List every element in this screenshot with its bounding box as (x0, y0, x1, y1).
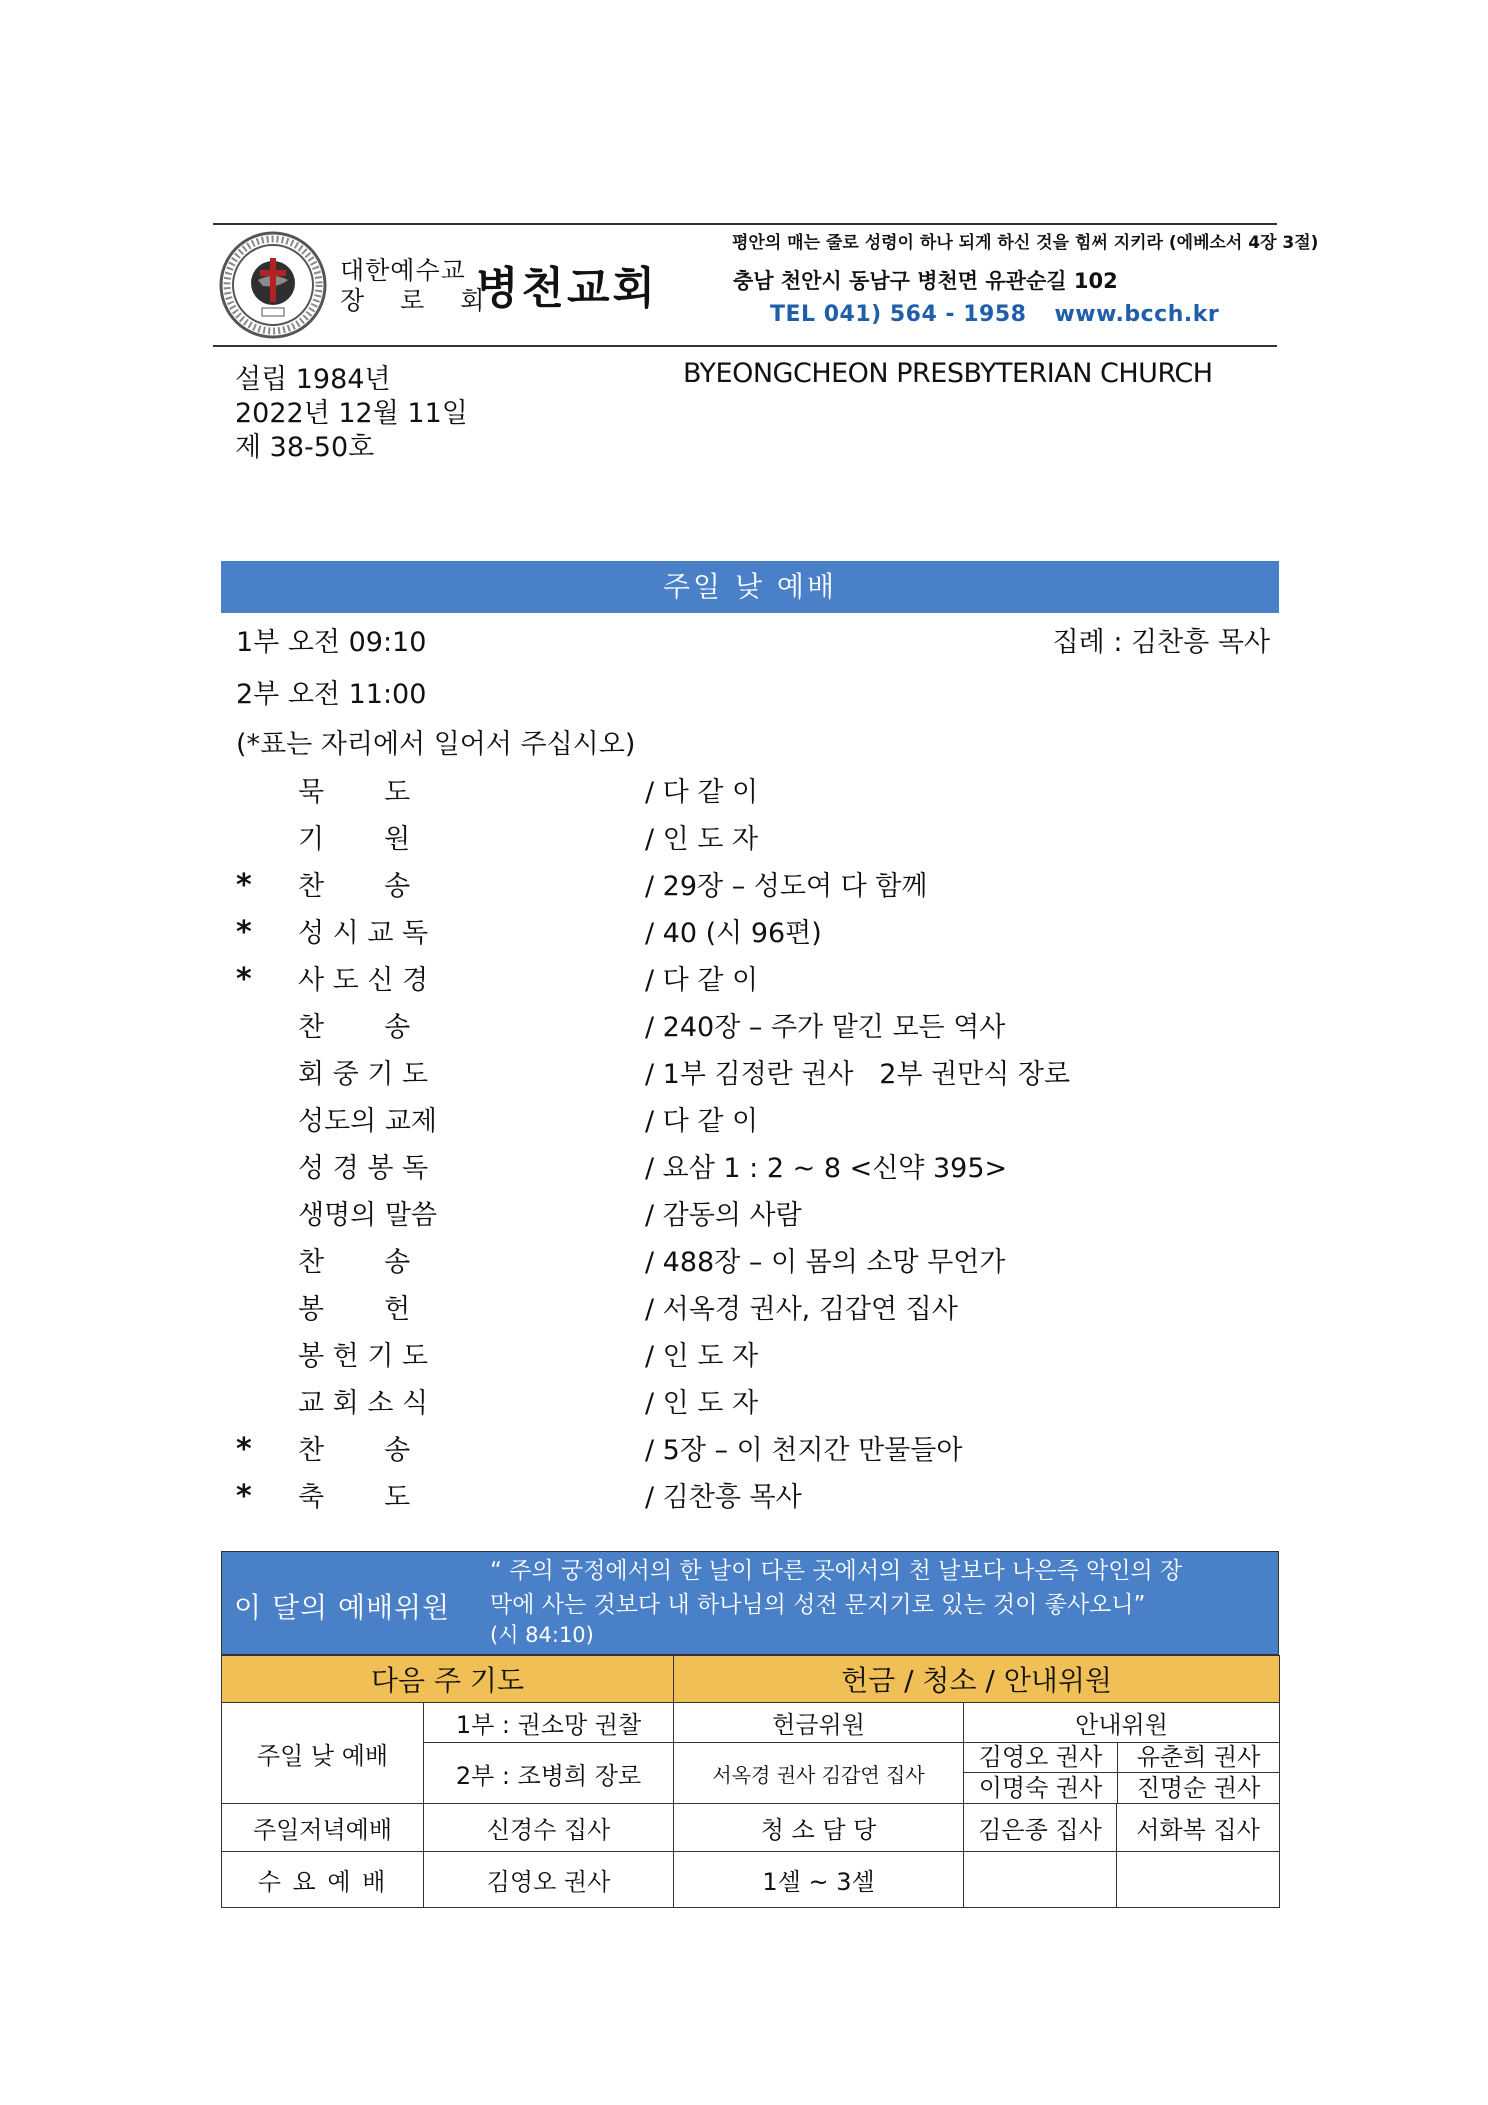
order-value: / 감동의 사람 (645, 1200, 802, 1231)
table-row (222, 1703, 1280, 1743)
order-label: 성 시 교 독 (298, 918, 429, 949)
issue-number: 제 38-50호 (235, 432, 375, 463)
duty-table (221, 1655, 1280, 1908)
guide-name: 진명순 권사 (1136, 1774, 1261, 1802)
order-value: / 5장 – 이 천지간 만물들아 (645, 1435, 963, 1466)
empty-cell (1117, 1852, 1280, 1908)
roles-header: 헌금 / 청소 / 안내위원 (674, 1656, 1280, 1703)
order-label: 찬 송 (298, 871, 411, 902)
order-row (236, 770, 1276, 814)
standing-note: (*표는 자리에서 일어서 주십시오) (236, 729, 636, 760)
order-value: / 인 도 자 (645, 824, 759, 855)
order-row (236, 1428, 1276, 1472)
offering-committee-title: 헌금위원 (674, 1703, 964, 1743)
order-row (236, 1240, 1276, 1284)
verse-line1: “ 주의 궁정에서의 한 날이 다른 곳에서의 천 날보다 나은즉 악인의 장 (490, 1558, 1183, 1584)
order-label: 성 경 봉 독 (298, 1153, 429, 1184)
telephone: TEL 041) 564 - 1958 (770, 302, 1027, 327)
motto-verse: 평안의 매는 줄로 성령이 하나 되게 하신 것을 힘써 지키라 (에베소서 4장 3절) (732, 233, 1319, 253)
order-row (236, 1146, 1276, 1190)
table-row (222, 1852, 1280, 1908)
church-name: 병천교회 (476, 263, 659, 314)
stand-marker: * (236, 868, 252, 903)
order-row (236, 911, 1276, 955)
guide-committee-title: 안내위원 (964, 1703, 1280, 1743)
order-value: / 다 같 이 (645, 777, 759, 808)
english-church-name: BYEONGCHEON PRESBYTERIAN CHURCH (683, 358, 1213, 389)
order-row (236, 1193, 1276, 1237)
order-row (236, 864, 1276, 908)
guide-names-cell (964, 1743, 1280, 1804)
order-value: / 서옥경 권사, 김갑연 집사 (645, 1294, 958, 1325)
order-label: 찬 송 (298, 1247, 411, 1278)
header-top-rule (213, 223, 1277, 225)
order-value: / 다 같 이 (645, 1106, 759, 1137)
guide-name: 서화복 집사 (1117, 1804, 1280, 1852)
contact-line (770, 302, 1219, 327)
stand-marker: * (236, 962, 252, 997)
service-heading: 주일 낮 예배 (221, 561, 1279, 613)
guide-name: 김영오 권사 (964, 1743, 1118, 1772)
order-value: / 김찬흥 목사 (645, 1482, 802, 1513)
empty-cell (964, 1852, 1117, 1908)
stand-marker: * (236, 915, 252, 950)
order-label: 봉 헌 기 도 (298, 1341, 429, 1372)
church-address: 충남 천안시 동남구 병천면 유관순길 102 (733, 269, 1118, 293)
guide-name: 김은종 집사 (964, 1804, 1117, 1852)
order-label: 생명의 말씀 (298, 1200, 437, 1231)
order-value: / 1부 김정란 권사 2부 권만식 장로 (645, 1059, 1071, 1090)
monthly-committee-title: 이 달의 예배위원 (234, 1591, 451, 1624)
order-value: / 인 도 자 (645, 1341, 759, 1372)
church-seal-logo (218, 230, 328, 340)
order-label: 회 중 기 도 (298, 1059, 429, 1090)
verse-line2: 막에 사는 것보다 내 하나님의 성전 문지기로 있는 것이 좋사오니” (490, 1592, 1146, 1618)
order-label: 사 도 신 경 (298, 965, 429, 996)
order-row (236, 1052, 1276, 1096)
order-label: 봉 헌 (298, 1294, 411, 1325)
next-week-prayer-header: 다음 주 기도 (222, 1656, 674, 1703)
second-service-time: 2부 오전 11:00 (236, 679, 427, 710)
guide-name: 유춘희 권사 (1136, 1743, 1261, 1771)
bulletin-date: 2022년 12월 11일 (235, 398, 468, 429)
table-row (222, 1804, 1280, 1852)
order-value: / 240장 – 주가 맡긴 모든 역사 (645, 1012, 1006, 1043)
org-name-line1: 대한예수교 (340, 256, 466, 285)
cleaning-title: 청 소 담 당 (674, 1804, 964, 1852)
verse-reference: (시 84:10) (490, 1623, 594, 1647)
presider: 집례 : 김찬흥 목사 (1052, 627, 1270, 658)
stand-marker: * (236, 1432, 252, 1467)
order-value: / 요삼 1 : 2 ~ 8 <신약 395> (645, 1153, 1008, 1184)
order-label: 묵 도 (298, 777, 411, 808)
order-value: / 인 도 자 (645, 1388, 759, 1419)
guide-name: 이명숙 권사 (964, 1773, 1118, 1803)
monthly-verse (490, 1554, 1270, 1648)
wednesday-prayer-name: 김영오 권사 (424, 1852, 674, 1908)
cleaning-cells: 1셀 ~ 3셀 (674, 1852, 964, 1908)
sunday-first-prayer: 1부 : 권소망 권찰 (424, 1703, 674, 1743)
header-bottom-rule (213, 345, 1277, 347)
wednesday-service-label: 수 요 예 배 (222, 1852, 424, 1908)
monthly-committee-band (221, 1551, 1279, 1655)
order-row (236, 1099, 1276, 1143)
seal-emblem-icon (218, 230, 328, 340)
order-label: 찬 송 (298, 1435, 411, 1466)
stand-marker: * (236, 1479, 252, 1514)
order-row (236, 1475, 1276, 1519)
order-label: 축 도 (298, 1482, 411, 1513)
order-label: 기 원 (298, 824, 411, 855)
website-link[interactable]: www.bcch.kr (1054, 302, 1220, 327)
order-label: 성도의 교제 (298, 1106, 437, 1137)
order-row (236, 1005, 1276, 1049)
duty-header-row (222, 1656, 1280, 1703)
order-row (236, 1381, 1276, 1425)
first-service-time: 1부 오전 09:10 (236, 627, 427, 658)
order-row (236, 1334, 1276, 1378)
sunday-service-label: 주일 낮 예배 (222, 1703, 424, 1804)
order-value: / 488장 – 이 몸의 소망 무언가 (645, 1247, 1006, 1278)
order-value: / 다 같 이 (645, 965, 759, 996)
sunday-second-prayer: 2부 : 조병희 장로 (424, 1743, 674, 1804)
evening-service-label: 주일저녁예배 (222, 1804, 424, 1852)
order-label: 교 회 소 식 (298, 1388, 429, 1419)
order-row (236, 958, 1276, 1002)
org-name-line2: 장 로 회 (340, 286, 499, 315)
offering-names: 서옥경 권사 김갑연 집사 (674, 1743, 964, 1804)
order-row (236, 817, 1276, 861)
order-row (236, 1287, 1276, 1331)
order-value: / 40 (시 96편) (645, 918, 822, 949)
founded-year: 설립 1984년 (235, 364, 391, 395)
order-value: / 29장 – 성도여 다 함께 (645, 871, 928, 902)
evening-prayer-name: 신경수 집사 (424, 1804, 674, 1852)
order-label: 찬 송 (298, 1012, 411, 1043)
